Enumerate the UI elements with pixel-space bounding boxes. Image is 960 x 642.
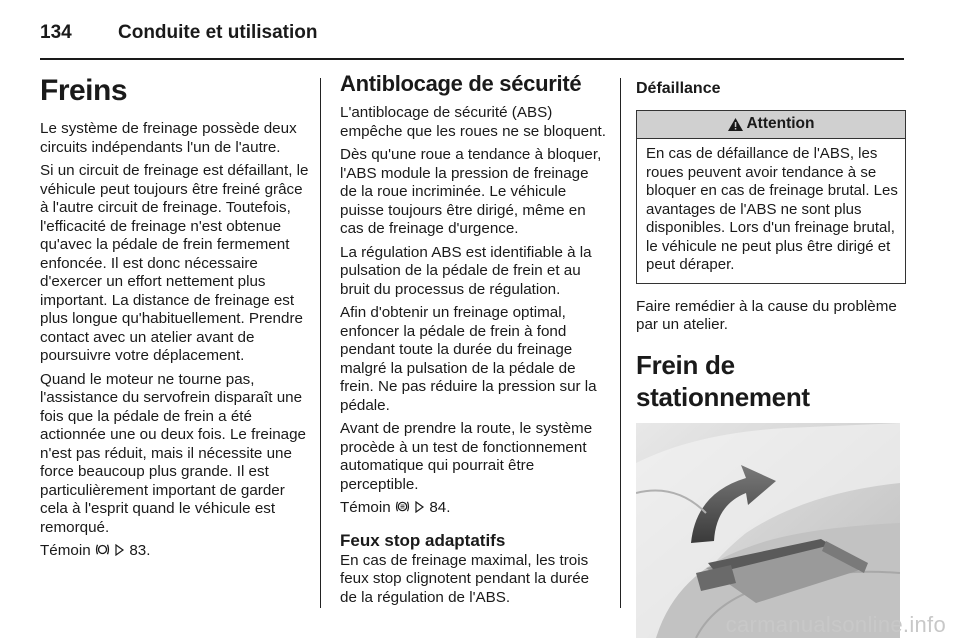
paragraph: En cas de freinage maximal, les trois feux stop clignotent pendant la durée de la régulation de l'ABS. — [340, 551, 590, 606]
paragraph: Faire remédier à la cause du problème par un atelier. — [636, 297, 897, 333]
column-failure — [636, 68, 906, 638]
warning-box — [636, 110, 906, 284]
column-divider — [620, 78, 621, 608]
temoin-line — [40, 542, 310, 561]
paragraph: Si un circuit de freinage est défaillant, le véhicule peut toujours être freiné grâce à l'autre circuit de freinage. Toutefois, l'efficacité de freinage n'est obtenue qu'avec la pédale de frein fermement enfoncée. Il est donc nécessaire d'exercer un effort nettement plus important. La distance de freinage est plus longue qu'habituellement. Prendre contact avec un atelier avant de poursuivre votre déplacement. — [40, 162, 309, 364]
page-reference: 84. — [429, 499, 451, 516]
watermark: carmanualsonline.info — [725, 612, 946, 637]
paragraph: Avant de prendre la route, le système procède à un test de fonctionnement automatique qui pourrait être perceptible. — [340, 420, 593, 493]
parking-brake-illustration — [636, 423, 900, 638]
abs-warning-icon — [395, 500, 410, 513]
paragraph: L'antiblocage de sécurité (ABS) empêche que les roues ne se bloquent. — [340, 104, 606, 140]
paragraph: Afin d'obtenir un freinage optimal, enfoncer la pédale de frein à fond pendant toute la durée du freinage malgré la pulsation de la pédale de frein. Ne pas réduire la pression sur la pédale. — [340, 304, 597, 414]
brake-warning-icon — [95, 543, 110, 556]
section-heading: Antiblocage de sécurité — [340, 71, 582, 96]
header-rule — [40, 58, 904, 60]
page-header — [40, 18, 920, 48]
column-divider — [320, 78, 321, 608]
paragraph: Dès qu'une roue a tendance à bloquer, l'ABS module la pression de freinage de la roue incriminée. Le véhicule puisse toujours être dirigé, même en cas de freinage d'urgence. — [340, 146, 602, 237]
page-reference-icon — [114, 544, 125, 556]
chapter-title: Conduite et utilisation — [118, 22, 318, 43]
warning-title: Attention — [746, 115, 815, 133]
subsection-heading: Feux stop adaptatifs — [340, 530, 506, 550]
column-abs — [340, 68, 606, 612]
temoin-line — [340, 499, 606, 518]
temoin-label: Témoin — [40, 542, 91, 559]
paragraph: Le système de freinage possède deux circuits indépendants l'un de l'autre. — [40, 120, 297, 156]
section-heading: Freins — [40, 74, 128, 107]
section-heading: Défaillance — [636, 80, 721, 97]
warning-text: En cas de défaillance de l'ABS, les roues peuvent avoir tendance à se bloquer en cas de freinage brutal. Les avantages de l'ABS ne sont plus disponibles. Lors d'un freinage brutal, le véhicule ne peut plus être dirigé et peut déraper. — [646, 145, 898, 273]
section-heading: Frein de stationnement — [636, 349, 810, 412]
paragraph: Quand le moteur ne tourne pas, l'assistance du servofrein disparaît une fois que la pédale de frein a été actionnée une ou deux fois. Le freinage n'est pas réduit, mais il nécessite une force beaucoup plus grande. Il est particulièrement important de garder cela à l'esprit quand le véhicule est remorqué. — [40, 370, 306, 536]
column-brakes — [40, 68, 310, 566]
paragraph: La régulation ABS est identifiable à la pulsation de la pédale de frein et au bruit du processus de régulation. — [340, 243, 592, 298]
warning-header — [637, 111, 905, 139]
page-number: 134 — [40, 22, 72, 43]
temoin-label: Témoin — [340, 499, 391, 516]
page-reference-icon — [414, 501, 425, 513]
warning-triangle-icon — [727, 117, 744, 132]
page-reference: 83. — [129, 542, 151, 559]
